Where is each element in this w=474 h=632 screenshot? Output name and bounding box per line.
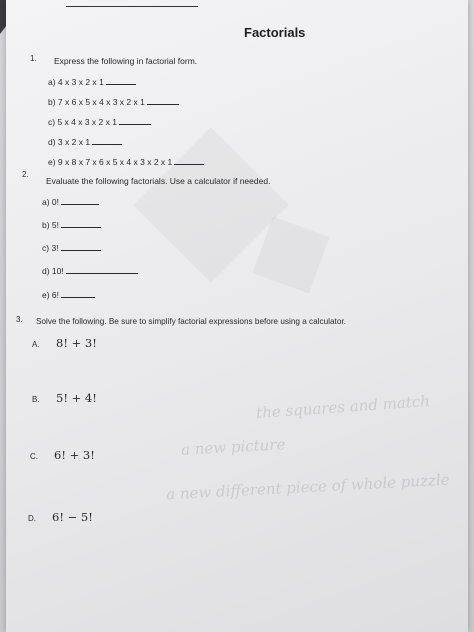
page-title: Factorials — [244, 25, 306, 40]
header-rule — [66, 6, 198, 7]
problem-c-expression: 6! + 3! — [54, 448, 95, 462]
bleed-handwriting: a new picture — [180, 435, 286, 459]
problem-c-label: C. — [30, 452, 38, 461]
question-2e: e) 6! — [42, 290, 95, 300]
problem-b-label: B. — [32, 395, 40, 404]
section1-instruction: Express the following in factorial form. — [54, 56, 198, 66]
problem-b-expression: 5! + 4! — [56, 391, 97, 405]
question-1c: c) 5 x 4 x 3 x 2 x 1 — [48, 117, 151, 127]
question-1d: d) 3 x 2 x 1 — [48, 137, 122, 147]
problem-a-label: A. — [32, 340, 40, 349]
question-2a: a) 0! — [42, 197, 99, 207]
worksheet-page — [6, 0, 468, 632]
question-1b: b) 7 x 6 x 5 x 4 x 3 x 2 x 1 — [48, 97, 179, 107]
section1-number: 1. — [30, 54, 37, 63]
bleed-handwriting: the squares and match — [255, 391, 431, 423]
section3-instruction: Solve the following. Be sure to simplify factorial expressions before using a calculator. — [36, 317, 346, 326]
question-2c: c) 3! — [42, 243, 101, 253]
problem-d-label: D. — [28, 514, 36, 523]
question-1e: e) 9 x 8 x 7 x 6 x 5 x 4 x 3 x 2 x 1 — [48, 157, 204, 167]
question-2b: b) 5! — [42, 220, 101, 230]
question-1a: a) 4 x 3 x 2 x 1 — [48, 77, 136, 87]
problem-d-expression: 6! − 5! — [52, 510, 93, 524]
section2-instruction: Evaluate the following factorials. Use a calculator if needed. — [46, 176, 271, 186]
problem-a-expression: 8! + 3! — [56, 336, 97, 350]
question-2d: d) 10! — [42, 266, 138, 276]
bleed-handwriting: a new different piece of whole puzzle — [165, 470, 450, 504]
section3-number: 3. — [16, 315, 23, 324]
section2-number: 2. — [22, 170, 29, 179]
